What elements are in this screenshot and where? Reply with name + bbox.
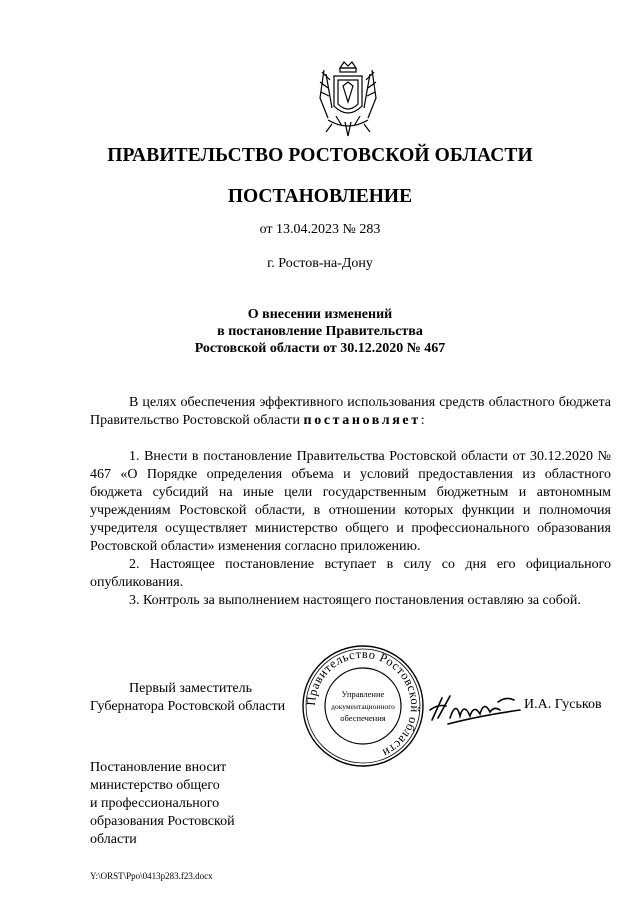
- preamble-text: В целях обеспечения эффективного использования средств областного бюджета Правительство Ростовской области: [90, 395, 611, 428]
- city: г. Ростов-на-Дону: [267, 256, 373, 271]
- handwritten-signature: [428, 690, 523, 728]
- signatory-title-line: Первый заместитель: [129, 681, 253, 696]
- signatory-name: И.А. Гуськов: [524, 697, 602, 712]
- note-line: министерство общего: [90, 778, 220, 793]
- document-type: ПОСТАНОВЛЕНИЕ: [227, 186, 413, 207]
- coat-of-arms-emblem: [312, 58, 384, 140]
- submitter-note: [90, 759, 235, 849]
- signatory-title-line: Губернатора Ростовской области: [90, 699, 286, 714]
- preamble-colon: :: [420, 413, 425, 428]
- subject-line: Ростовской области от 30.12.2020 № 467: [194, 341, 446, 356]
- seal-center-line: обеспечения: [340, 713, 386, 723]
- signatory-title: [90, 680, 285, 716]
- decree-items: [90, 448, 611, 610]
- subject-line: О внесении изменений: [247, 307, 393, 322]
- note-line: области: [90, 832, 137, 847]
- note-line: и профессионального: [90, 796, 220, 811]
- item-2: 2. Настоящее постановление вступает в силу со дня его официального опубликования.: [90, 557, 611, 590]
- subject-title: [0, 306, 640, 357]
- seal-center-line: документационного: [331, 702, 395, 711]
- note-line: Постановление вносит: [90, 760, 227, 775]
- item-3: 3. Контроль за выполнением настоящего постановления оставляю за собой.: [129, 593, 581, 608]
- decree-word: постановляет: [303, 413, 421, 428]
- seal-center-line: Управление: [341, 689, 385, 699]
- note-line: образования Ростовской: [90, 814, 235, 829]
- subject-line: в постановление Правительства: [217, 324, 423, 339]
- date-and-number: от 13.04.2023 № 283: [259, 222, 381, 237]
- item-1: 1. Внести в постановление Правительства Ростовской области от 30.12.2020 № 467 «О Порядке определения объема и условий предоставления из областного бюджета субсидий на иные цели государственным бюджетным и автономным учреждениям Ростовской области, в отношении которых функции и полномочия учредителя осуществляет министерство общего и профессионального образования Ростовской области» изменения согласно приложению.: [90, 449, 611, 554]
- seal-ring-text: Правительство Ростовской области: [303, 646, 423, 761]
- official-seal: [300, 643, 426, 769]
- file-path-footer: Y:\ORST\Ppo\0413p283.f23.docx: [90, 871, 213, 881]
- government-title: ПРАВИТЕЛЬСТВО РОСТОВСКОЙ ОБЛАСТИ: [107, 145, 533, 166]
- preamble: [90, 394, 611, 430]
